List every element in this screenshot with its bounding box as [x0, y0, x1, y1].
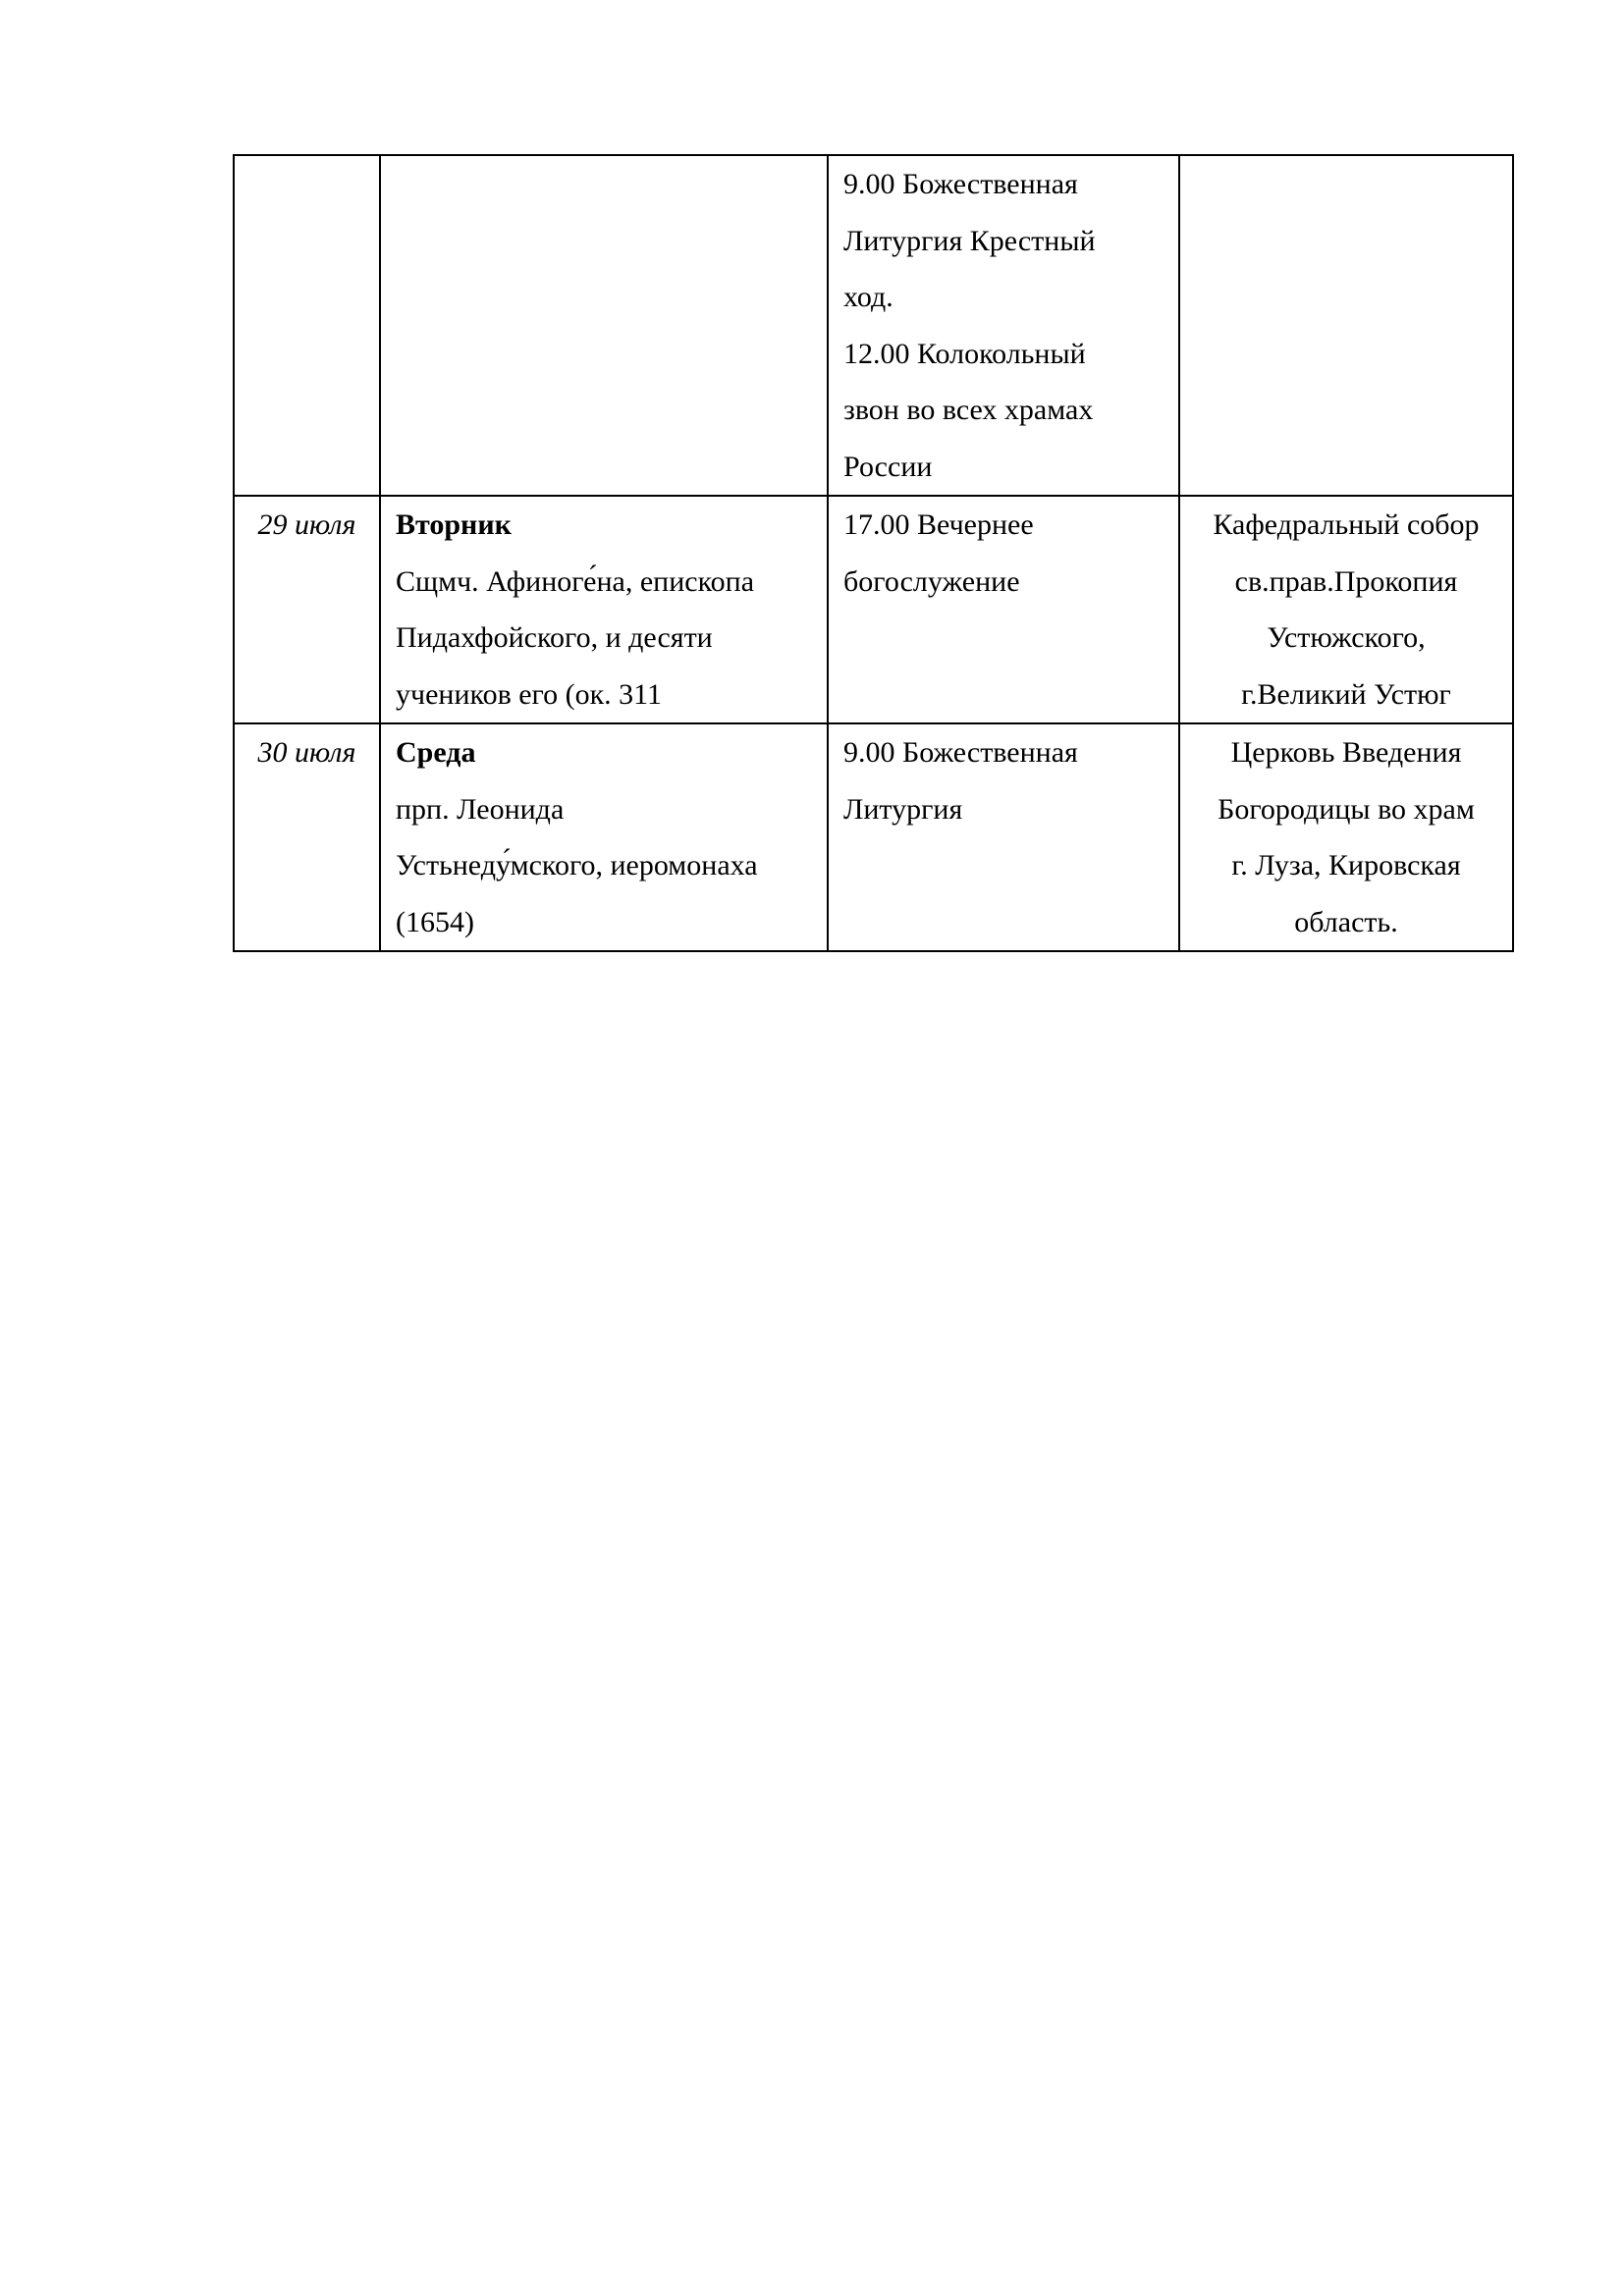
place-line: г. Луза, Кировская: [1231, 849, 1461, 881]
service-line: 9.00 Божественная: [843, 168, 1078, 200]
weekday-label: Вторник: [396, 508, 512, 541]
saint-cell: [380, 496, 828, 723]
service-line: 12.00 Колокольный: [843, 337, 1086, 370]
saint-line: учеников его (ок. 311: [396, 677, 663, 711]
service-line: Литургия: [843, 792, 963, 826]
service-line: звон во всех храмах: [843, 394, 1094, 426]
service-cell: [828, 155, 1179, 496]
place-line: г.Великий Устюг: [1241, 677, 1451, 711]
place-line: область.: [1294, 905, 1398, 938]
place-line: Богородицы во храм: [1218, 792, 1475, 826]
table-row: [234, 723, 1513, 951]
saint-cell: [380, 723, 828, 951]
date-text: 29 июля: [257, 508, 356, 541]
place-line: св.прав.Прокопия: [1234, 564, 1458, 598]
service-line: 9.00 Божественная: [843, 736, 1078, 769]
service-line: 17.00 Вечернее: [843, 508, 1034, 541]
schedule-table: [233, 154, 1514, 952]
date-cell: [234, 723, 380, 951]
date-cell: [234, 155, 380, 496]
place-cell: [1179, 723, 1513, 951]
place-line: Церковь Введения: [1230, 736, 1462, 769]
place-line: Кафедральный собор: [1213, 508, 1480, 541]
place-line: Устюжского,: [1267, 621, 1426, 654]
date-text: 30 июля: [257, 736, 356, 769]
weekday-label: Среда: [396, 736, 476, 769]
saint-line: Пидахфойского, и десяти: [396, 621, 713, 654]
place-cell: [1179, 155, 1513, 496]
place-cell: [1179, 496, 1513, 723]
service-line: богослужение: [843, 564, 1020, 598]
date-cell: [234, 496, 380, 723]
saint-line: (1654): [396, 905, 474, 938]
table-row: [234, 155, 1513, 496]
service-line: России: [843, 450, 933, 483]
service-line: Литургия Крестный: [843, 224, 1096, 257]
service-line: ход.: [843, 281, 893, 313]
table-row: [234, 496, 1513, 723]
service-cell: [828, 723, 1179, 951]
saint-line: Устьнеду́мского, иеромонаха: [396, 849, 758, 881]
saint-line: прп. Леонида: [396, 792, 565, 826]
saint-cell: [380, 155, 828, 496]
saint-line: Сщмч. Афиноге́на, епископа: [396, 564, 755, 598]
service-cell: [828, 496, 1179, 723]
